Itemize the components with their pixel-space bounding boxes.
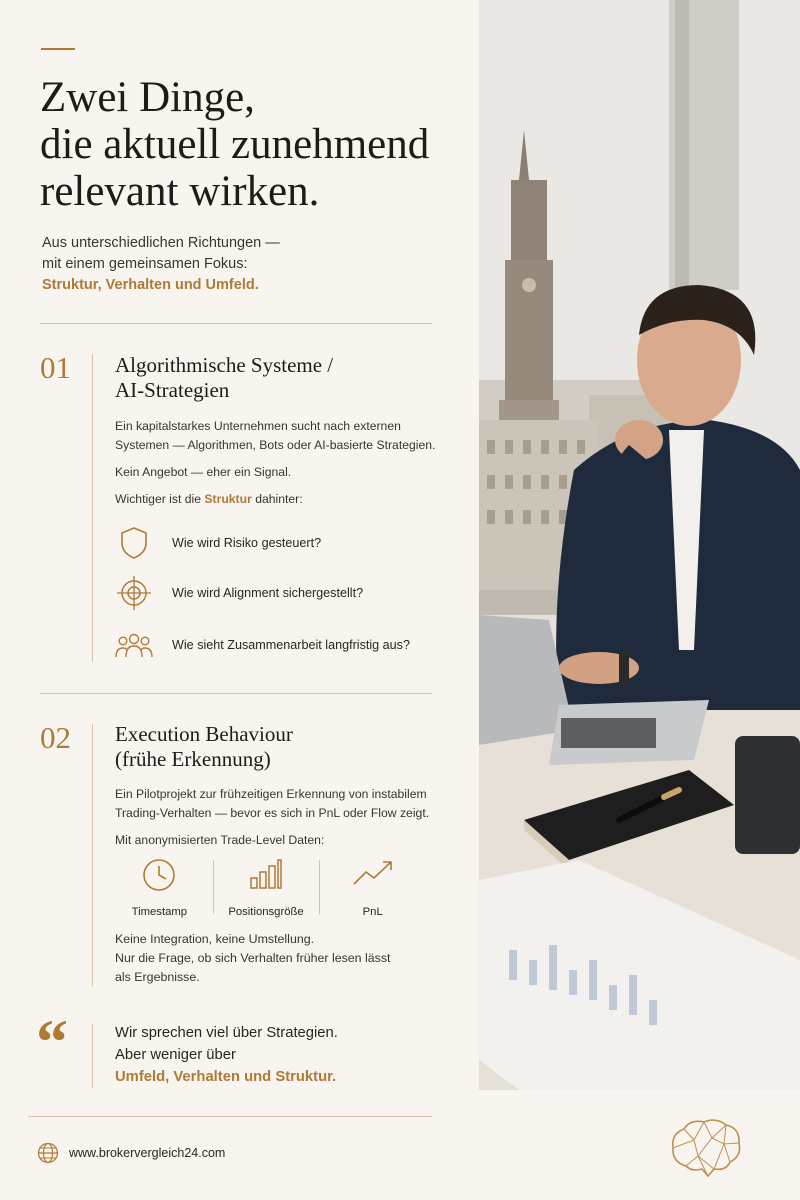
body-line: Ein Pilotprojekt zur frühzeitigen Erkennung von instabilem <box>115 787 427 801</box>
structure-suffix: dahinter: <box>251 492 303 506</box>
quote-line: Aber weniger über <box>115 1047 236 1063</box>
footer <box>37 1142 225 1164</box>
section-title-line: Algorithmische Systeme / <box>115 353 334 377</box>
section-title <box>115 722 455 772</box>
hero-photo <box>479 0 800 1090</box>
question-row <box>115 573 465 613</box>
body-line: Systemen — Algorithmen, Bots oder AI-basierte Strategien. <box>115 438 436 452</box>
intro-text <box>42 233 462 296</box>
section-rule <box>92 724 93 986</box>
section-number: 01 <box>40 350 71 385</box>
metric-item <box>319 858 426 918</box>
closing-line: als Ergebnisse. <box>115 970 200 984</box>
closing-line: Nur die Frage, ob sich Verhalten früher lesen lässt <box>115 951 391 965</box>
body-line: Ein kapitalstarkes Unternehmen sucht nach externen <box>115 419 401 433</box>
metric-label: Timestamp <box>131 906 188 918</box>
shield-icon <box>115 524 153 562</box>
divider <box>28 1116 432 1117</box>
structure-prefix: Wichtiger ist die <box>115 492 205 506</box>
data-intro: Mit anonymisierten Trade-Level Daten: <box>115 833 325 847</box>
title-line: die aktuell zunehmend <box>40 121 430 168</box>
globe-icon <box>37 1142 59 1164</box>
metric-item <box>106 858 213 918</box>
structure-word: Struktur <box>204 492 252 506</box>
quote-highlight: Umfeld, Verhalten und Struktur. <box>115 1069 337 1085</box>
metric-label: Positionsgröße <box>228 906 304 918</box>
metric-item <box>213 858 320 918</box>
section-title-line: Execution Behaviour <box>115 722 293 746</box>
divider <box>40 693 432 694</box>
intro-highlight: Struktur, Verhalten und Umfeld. <box>42 277 259 293</box>
section-title <box>115 353 455 403</box>
title-line: Zwei Dinge, <box>40 74 255 121</box>
clock-icon <box>142 858 176 892</box>
people-icon <box>115 626 153 664</box>
page-title <box>40 74 470 215</box>
title-line: relevant wirken. <box>40 168 320 215</box>
question-text: Wie wird Alignment sichergestellt? <box>172 586 364 600</box>
section-rule <box>92 354 93 662</box>
website-link[interactable]: www.brokervergleich24.com <box>69 1146 226 1160</box>
question-row <box>115 625 465 665</box>
section-body <box>115 417 465 455</box>
brain-logo-icon <box>668 1116 744 1178</box>
accent-line <box>41 48 75 50</box>
closing-text <box>115 930 465 987</box>
quote-rule <box>92 1024 93 1088</box>
target-icon <box>115 574 153 612</box>
metrics-row <box>106 858 426 918</box>
section-title-line: AI-Strategien <box>115 378 230 402</box>
trend-up-icon <box>352 858 394 886</box>
divider <box>40 323 432 324</box>
signal-text: Kein Angebot — eher ein Signal. <box>115 465 292 479</box>
section-title-line: (frühe Erkennung) <box>115 747 271 771</box>
metric-label: PnL <box>362 906 383 918</box>
bar-chart-icon <box>249 858 283 890</box>
question-text: Wie wird Risiko gesteuert? <box>172 536 322 550</box>
question-text: Wie sieht Zusammenarbeit langfristig aus? <box>172 638 410 652</box>
quote-line: Wir sprechen viel über Strategien. <box>115 1025 338 1041</box>
intro-line: mit einem gemeinsamen Fokus: <box>42 256 248 272</box>
question-row <box>115 523 465 563</box>
body-line: Trading-Verhalten — bevor es sich in PnL oder Flow zeigt. <box>115 806 430 820</box>
quote-text <box>115 1022 455 1088</box>
intro-line: Aus unterschiedlichen Richtungen — <box>42 235 280 251</box>
structure-text <box>115 490 465 509</box>
closing-line: Keine Integration, keine Umstellung. <box>115 932 315 946</box>
section-number: 02 <box>40 720 71 755</box>
section-body <box>115 785 465 823</box>
quote-icon: “ <box>36 1006 68 1077</box>
